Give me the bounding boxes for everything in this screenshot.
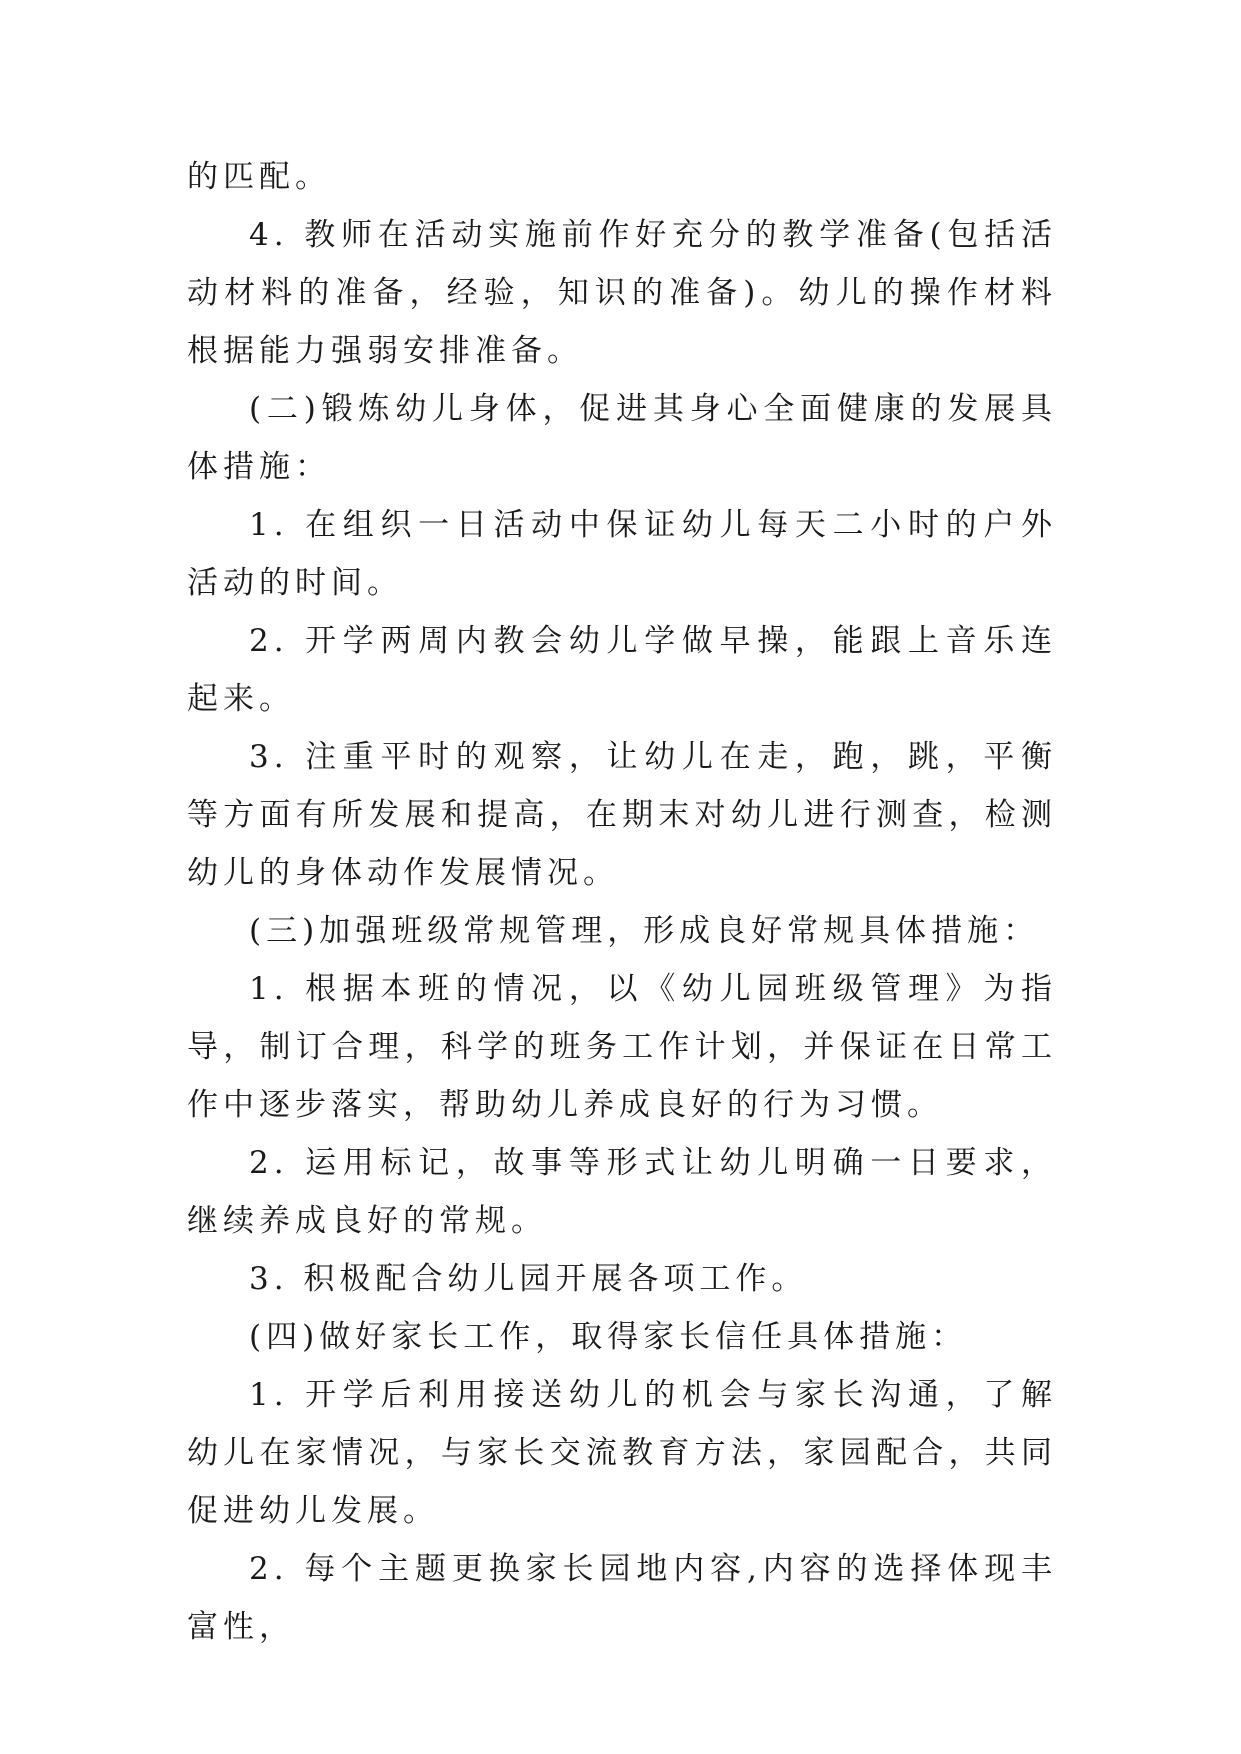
paragraph: 1. 在组织一日活动中保证幼儿每天二小时的户外活动的时间。: [187, 507, 1057, 601]
paragraph: 2. 开学两周内教会幼儿学做早操，能跟上音乐连起来。: [187, 623, 1057, 717]
section-heading: (三)加强班级常规管理，形成良好常规具体措施：: [249, 913, 1040, 949]
paragraph: 4. 教师在活动实施前作好充分的教学准备(包括活动材料的准备，经验，知识的准备)。幼儿的操作材料根据能力强弱安排准备。: [187, 217, 1057, 369]
paragraph: 3. 注重平时的观察，让幼儿在走，跑，跳，平衡等方面有所发展和提高，在期末对幼儿进行测查，检测幼儿的身体动作发展情况。: [187, 739, 1057, 891]
paragraph: 1. 开学后利用接送幼儿的机会与家长沟通，了解幼儿在家情况，与家长交流教育方法，家园配合，共同促进幼儿发展。: [187, 1377, 1057, 1529]
document-body: [187, 148, 1057, 1656]
paragraph: 1. 根据本班的情况，以《幼儿园班级管理》为指导，制订合理，科学的班务工作计划，并保证在日常工作中逐步落实，帮助幼儿养成良好的行为习惯。: [187, 971, 1057, 1123]
section-heading: (四)做好家长工作，取得家长信任具体措施：: [249, 1319, 968, 1355]
section-heading: (二)锻炼幼儿身体，促进其身心全面健康的发展具体措施：: [187, 391, 1057, 485]
paragraph: 的匹配。: [187, 159, 331, 195]
paragraph: 2. 运用标记，故事等形式让幼儿明确一日要求，继续养成良好的常规。: [187, 1145, 1057, 1239]
paragraph: 3. 积极配合幼儿园开展各项工作。: [249, 1261, 808, 1297]
paragraph: 2. 每个主题更换家长园地内容,内容的选择体现丰富性，: [187, 1551, 1057, 1645]
